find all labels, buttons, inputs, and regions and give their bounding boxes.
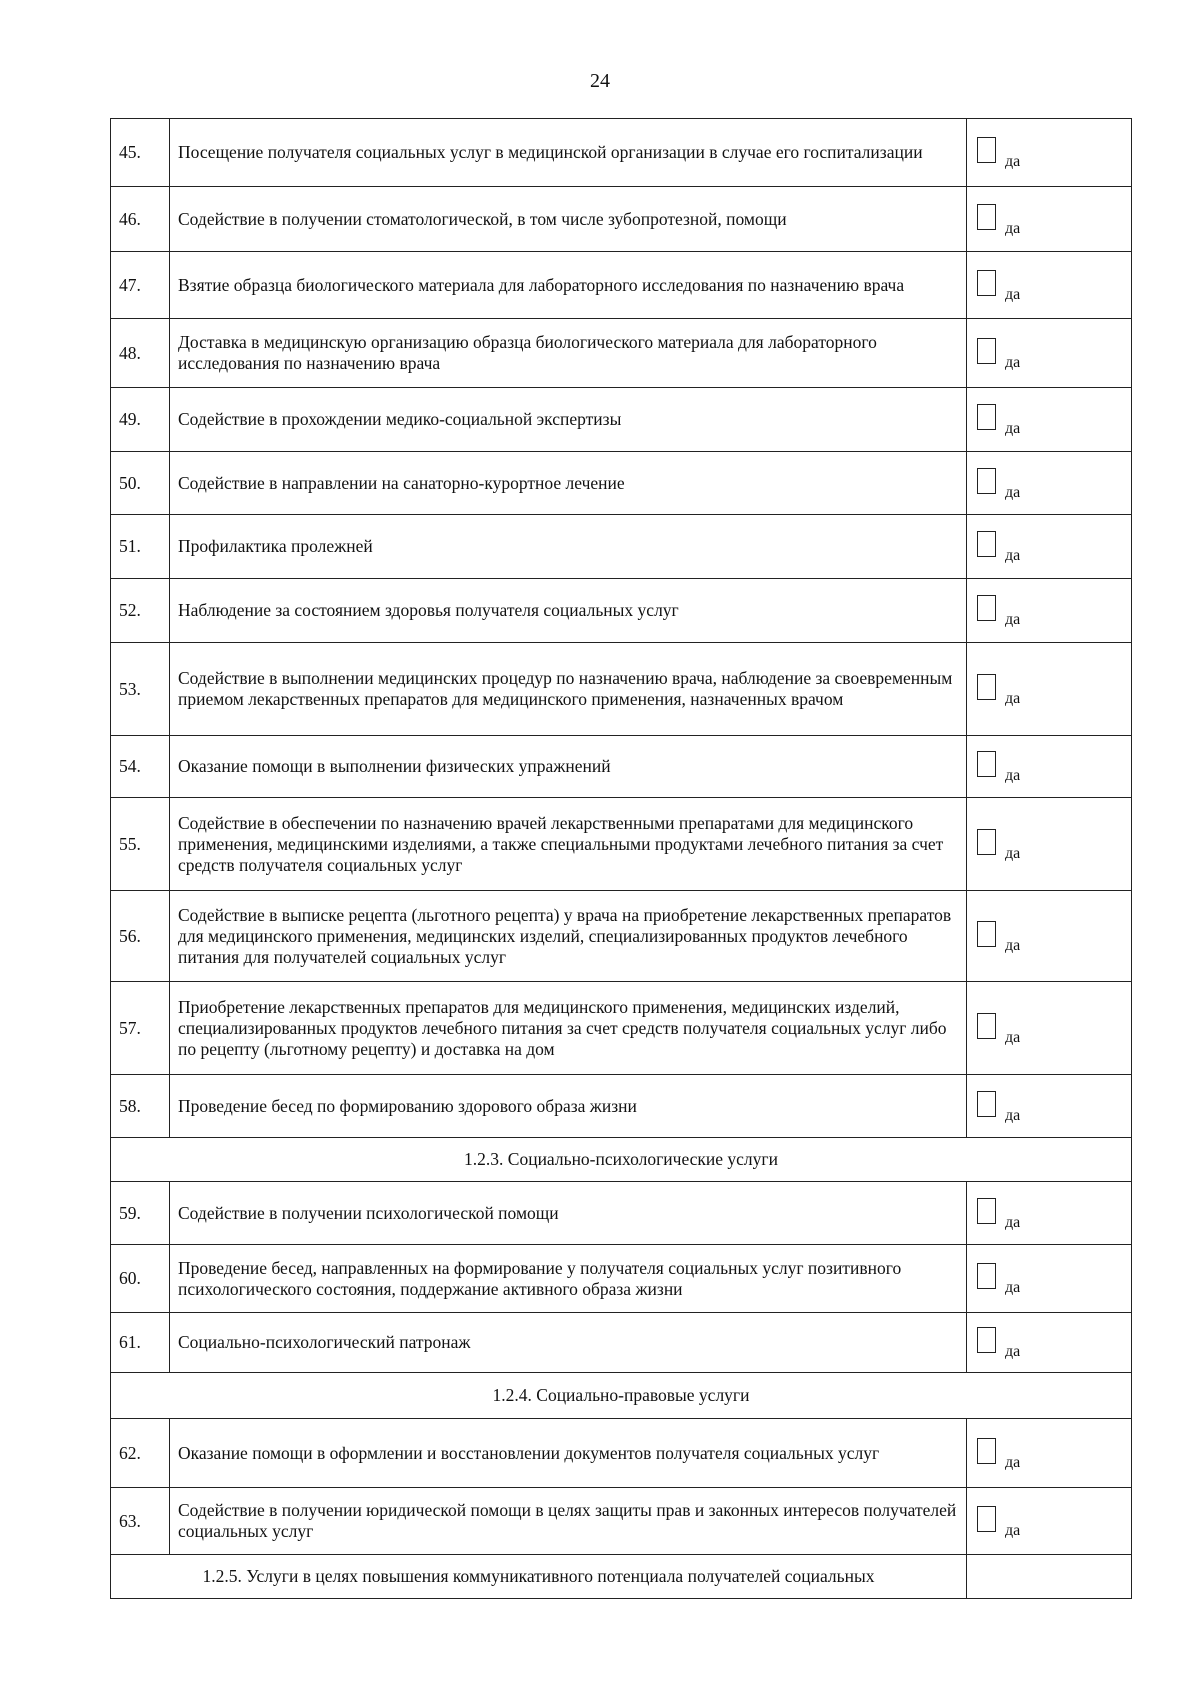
yes-label: да xyxy=(1005,1454,1021,1471)
row-number: 46. xyxy=(111,187,170,252)
checkbox-cell xyxy=(967,319,1132,388)
row-number: 60. xyxy=(111,1245,170,1313)
table-row xyxy=(111,1075,1132,1138)
checkbox-cell xyxy=(967,891,1132,982)
table-row xyxy=(111,1182,1132,1245)
table-row xyxy=(111,319,1132,388)
yes-label: да xyxy=(1005,1214,1021,1231)
yes-checkbox[interactable] xyxy=(977,829,996,855)
yes-label: да xyxy=(1005,767,1021,784)
table-row xyxy=(111,1245,1132,1313)
checkbox-cell xyxy=(967,1313,1132,1373)
section-row xyxy=(111,1555,1132,1599)
yes-checkbox[interactable] xyxy=(977,1198,996,1224)
checkbox-cell xyxy=(967,579,1132,643)
yes-checkbox[interactable] xyxy=(977,531,996,557)
table-row xyxy=(111,119,1132,187)
table-row xyxy=(111,736,1132,798)
yes-checkbox[interactable] xyxy=(977,338,996,364)
row-number: 59. xyxy=(111,1182,170,1245)
yes-label: да xyxy=(1005,286,1021,303)
service-description: Содействие в прохождении медико-социальной экспертизы xyxy=(170,388,967,452)
section-heading: 1.2.5. Услуги в целях повышения коммуникативного потенциала получателей социальных xyxy=(111,1555,967,1599)
yes-checkbox[interactable] xyxy=(977,1263,996,1289)
row-number: 63. xyxy=(111,1488,170,1555)
row-number: 47. xyxy=(111,252,170,319)
yes-label: да xyxy=(1005,420,1021,437)
row-number: 51. xyxy=(111,515,170,579)
service-description: Содействие в направлении на санаторно-курортное лечение xyxy=(170,452,967,515)
yes-label: да xyxy=(1005,484,1021,501)
yes-checkbox[interactable] xyxy=(977,674,996,700)
service-description: Социально-психологический патронаж xyxy=(170,1313,967,1373)
checkbox-cell xyxy=(967,1075,1132,1138)
checkbox-cell xyxy=(967,1488,1132,1555)
row-number: 49. xyxy=(111,388,170,452)
table-row xyxy=(111,1419,1132,1488)
yes-label: да xyxy=(1005,690,1021,707)
service-description: Посещение получателя социальных услуг в медицинской организации в случае его госпитализации xyxy=(170,119,967,187)
section-heading: 1.2.3. Социально-психологические услуги xyxy=(111,1138,1132,1182)
row-number: 58. xyxy=(111,1075,170,1138)
service-description: Профилактика пролежней xyxy=(170,515,967,579)
table-row xyxy=(111,643,1132,736)
row-number: 56. xyxy=(111,891,170,982)
service-description: Содействие в получении стоматологической, в том числе зубопротезной, помощи xyxy=(170,187,967,252)
service-description: Содействие в получении психологической помощи xyxy=(170,1182,967,1245)
table-row xyxy=(111,388,1132,452)
checkbox-cell xyxy=(967,736,1132,798)
table-row xyxy=(111,891,1132,982)
service-description: Наблюдение за состоянием здоровья получателя социальных услуг xyxy=(170,579,967,643)
service-description: Доставка в медицинскую организацию образца биологического материала для лабораторного исследования по назначению врача xyxy=(170,319,967,388)
yes-label: да xyxy=(1005,611,1021,628)
yes-checkbox[interactable] xyxy=(977,137,996,163)
section-row xyxy=(111,1138,1132,1182)
table-row xyxy=(111,515,1132,579)
yes-checkbox[interactable] xyxy=(977,1013,996,1039)
yes-label: да xyxy=(1005,354,1021,371)
yes-checkbox[interactable] xyxy=(977,468,996,494)
checkbox-cell xyxy=(967,452,1132,515)
checkbox-cell xyxy=(967,252,1132,319)
yes-label: да xyxy=(1005,1522,1021,1539)
checkbox-cell xyxy=(967,388,1132,452)
section-heading: 1.2.4. Социально-правовые услуги xyxy=(111,1373,1132,1419)
row-number: 48. xyxy=(111,319,170,388)
yes-checkbox[interactable] xyxy=(977,1506,996,1532)
yes-checkbox[interactable] xyxy=(977,1091,996,1117)
row-number: 52. xyxy=(111,579,170,643)
service-description: Взятие образца биологического материала для лабораторного исследования по назначению врача xyxy=(170,252,967,319)
yes-checkbox[interactable] xyxy=(977,404,996,430)
yes-label: да xyxy=(1005,1029,1021,1046)
row-number: 45. xyxy=(111,119,170,187)
checkbox-cell xyxy=(967,187,1132,252)
row-number: 61. xyxy=(111,1313,170,1373)
checkbox-cell xyxy=(967,1419,1132,1488)
yes-label: да xyxy=(1005,220,1021,237)
service-description: Содействие в обеспечении по назначению врачей лекарственными препаратами для медицинского применения, медицинскими изделиями, а также специальными продуктами лечебного питания за счет средств получателя социальных услуг xyxy=(170,798,967,891)
row-number: 57. xyxy=(111,982,170,1075)
table-row xyxy=(111,798,1132,891)
yes-checkbox[interactable] xyxy=(977,1438,996,1464)
yes-label: да xyxy=(1005,1107,1021,1124)
row-number: 55. xyxy=(111,798,170,891)
yes-checkbox[interactable] xyxy=(977,751,996,777)
yes-checkbox[interactable] xyxy=(977,595,996,621)
row-number: 53. xyxy=(111,643,170,736)
service-description: Приобретение лекарственных препаратов для медицинского применения, медицинских изделий, специализированных продуктов лечебного питания за счет средств получателя социальных услуг либо по рецепту (льготному рецепту) и доставка на дом xyxy=(170,982,967,1075)
service-description: Содействие в выписке рецепта (льготного рецепта) у врача на приобретение лекарственных препаратов для медицинского применения, медицинских изделий, специализированных продуктов лечебного питания для получателей социальных услуг xyxy=(170,891,967,982)
row-number: 62. xyxy=(111,1419,170,1488)
yes-label: да xyxy=(1005,547,1021,564)
service-description: Содействие в выполнении медицинских процедур по назначению врача, наблюдение за своевременным приемом лекарственных препаратов для медицинского применения, назначенных врачом xyxy=(170,643,967,736)
checkbox-cell xyxy=(967,798,1132,891)
yes-checkbox[interactable] xyxy=(977,921,996,947)
page-number: 24 xyxy=(590,70,610,92)
services-table xyxy=(110,118,1132,1599)
table-row xyxy=(111,579,1132,643)
table-row xyxy=(111,452,1132,515)
checkbox-cell xyxy=(967,515,1132,579)
service-description: Содействие в получении юридической помощи в целях защиты прав и законных интересов получателей социальных услуг xyxy=(170,1488,967,1555)
yes-label: да xyxy=(1005,1343,1021,1360)
table-row xyxy=(111,252,1132,319)
service-description: Проведение бесед по формированию здорового образа жизни xyxy=(170,1075,967,1138)
row-number: 50. xyxy=(111,452,170,515)
yes-label: да xyxy=(1005,153,1021,170)
yes-checkbox[interactable] xyxy=(977,204,996,230)
table-row xyxy=(111,982,1132,1075)
yes-checkbox[interactable] xyxy=(977,1327,996,1353)
table-row xyxy=(111,1313,1132,1373)
table-row xyxy=(111,1488,1132,1555)
checkbox-cell xyxy=(967,643,1132,736)
checkbox-cell xyxy=(967,1245,1132,1313)
yes-label: да xyxy=(1005,1279,1021,1296)
service-description: Проведение бесед, направленных на формирование у получателя социальных услуг позитивного психологического состояния, поддержание активного образа жизни xyxy=(170,1245,967,1313)
row-number: 54. xyxy=(111,736,170,798)
service-description: Оказание помощи в оформлении и восстановлении документов получателя социальных услуг xyxy=(170,1419,967,1488)
yes-label: да xyxy=(1005,845,1021,862)
checkbox-cell xyxy=(967,982,1132,1075)
checkbox-cell xyxy=(967,1182,1132,1245)
yes-checkbox[interactable] xyxy=(977,270,996,296)
table-row xyxy=(111,187,1132,252)
section-row xyxy=(111,1373,1132,1419)
empty-cell xyxy=(967,1555,1132,1599)
yes-label: да xyxy=(1005,937,1021,954)
service-description: Оказание помощи в выполнении физических упражнений xyxy=(170,736,967,798)
checkbox-cell xyxy=(967,119,1132,187)
